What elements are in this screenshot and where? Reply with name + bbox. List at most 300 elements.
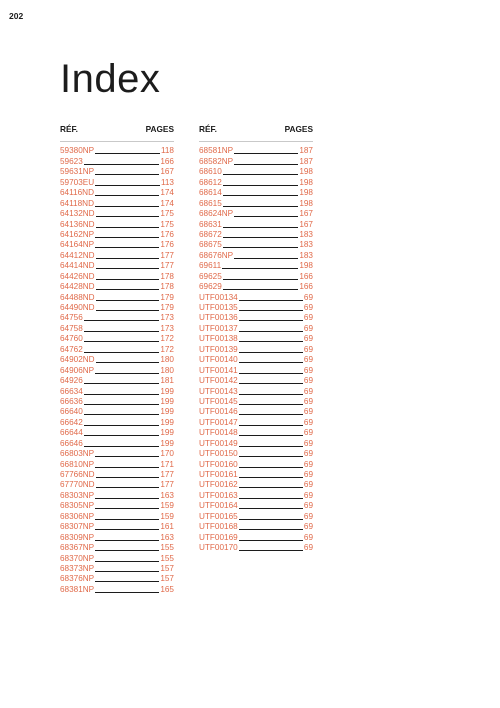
entry-ref: 64758 bbox=[60, 323, 83, 333]
dot-leader bbox=[96, 258, 160, 259]
entry-page: 69 bbox=[303, 303, 313, 312]
entry-page: 171 bbox=[160, 459, 174, 469]
index-column-right bbox=[199, 124, 313, 553]
entry-page: 174 bbox=[160, 198, 174, 208]
entry-page: 176 bbox=[160, 229, 174, 239]
entry-ref: UTF00141 bbox=[199, 365, 238, 375]
dot-leader bbox=[96, 310, 160, 311]
entry-page: 175 bbox=[160, 219, 174, 229]
index-entry bbox=[60, 584, 174, 594]
column-header bbox=[199, 124, 313, 135]
entry-page: 155 bbox=[160, 543, 174, 553]
entry-page: 69 bbox=[303, 376, 313, 386]
dot-leader bbox=[84, 435, 160, 436]
entry-page: 187 bbox=[299, 146, 313, 156]
entry-page: 69 bbox=[303, 407, 313, 417]
index-entry bbox=[199, 271, 313, 281]
index-entry bbox=[199, 177, 313, 187]
index-entry bbox=[199, 282, 313, 292]
dot-leader bbox=[84, 446, 160, 447]
index-entry bbox=[60, 386, 174, 396]
dot-leader bbox=[95, 373, 159, 374]
entry-page: 69 bbox=[303, 490, 313, 500]
dot-leader bbox=[223, 174, 299, 175]
entry-ref: UTF00138 bbox=[199, 334, 238, 344]
dot-leader bbox=[95, 561, 159, 562]
dot-leader bbox=[239, 508, 303, 509]
entry-page: 159 bbox=[160, 501, 174, 511]
entry-page: 187 bbox=[299, 156, 313, 166]
dot-leader bbox=[95, 237, 159, 238]
entry-ref: UTF00136 bbox=[199, 313, 238, 323]
index-entry bbox=[60, 501, 174, 511]
index-entry bbox=[60, 365, 174, 375]
index-entry bbox=[60, 543, 174, 553]
entry-ref: 68367NP bbox=[60, 543, 95, 553]
index-entry bbox=[199, 532, 313, 542]
dot-leader bbox=[95, 206, 159, 207]
index-entry bbox=[199, 240, 313, 250]
dot-leader bbox=[239, 540, 303, 541]
column-header bbox=[60, 124, 174, 135]
entry-ref: 64488ND bbox=[60, 292, 95, 302]
dot-leader bbox=[84, 383, 160, 384]
entry-page: 163 bbox=[160, 532, 174, 542]
entry-page: 170 bbox=[160, 449, 174, 459]
dot-leader bbox=[223, 237, 299, 238]
dot-leader bbox=[95, 540, 159, 541]
entry-page: 178 bbox=[160, 282, 174, 292]
entry-page: 172 bbox=[160, 334, 174, 344]
dot-leader bbox=[84, 394, 160, 395]
entry-page: 183 bbox=[299, 250, 313, 260]
entry-page: 172 bbox=[160, 344, 174, 354]
entry-page: 199 bbox=[160, 396, 174, 406]
dot-leader bbox=[239, 414, 303, 415]
entry-ref: 64428ND bbox=[60, 282, 95, 292]
entry-page: 69 bbox=[303, 355, 313, 365]
index-entry bbox=[60, 188, 174, 198]
index-entry bbox=[60, 303, 174, 313]
index-entry bbox=[199, 303, 313, 313]
dot-leader bbox=[96, 227, 160, 228]
page-title: Index bbox=[60, 56, 161, 101]
dot-leader bbox=[239, 341, 303, 342]
index-entry bbox=[199, 397, 313, 407]
entry-page: 69 bbox=[303, 323, 313, 333]
dot-leader bbox=[239, 425, 303, 426]
index-entry bbox=[199, 334, 313, 344]
entry-ref: 68672 bbox=[199, 229, 222, 239]
entry-page: 155 bbox=[160, 553, 174, 563]
entry-page: 69 bbox=[303, 438, 313, 448]
entry-ref: 68610 bbox=[199, 167, 222, 177]
entry-page: 161 bbox=[160, 522, 174, 532]
index-entry bbox=[199, 365, 313, 375]
dot-leader bbox=[239, 310, 303, 311]
index-entry bbox=[199, 376, 313, 386]
entry-ref: 64426ND bbox=[60, 271, 95, 281]
dot-leader bbox=[239, 446, 303, 447]
entry-ref: 66644 bbox=[60, 428, 83, 438]
dot-leader bbox=[239, 487, 303, 488]
dot-leader bbox=[96, 300, 160, 301]
index-entry bbox=[60, 553, 174, 563]
entry-page: 69 bbox=[303, 428, 313, 438]
header-divider bbox=[199, 141, 313, 142]
dot-leader bbox=[95, 174, 159, 175]
entry-ref: UTF00137 bbox=[199, 323, 238, 333]
dot-leader bbox=[84, 425, 160, 426]
index-entry bbox=[199, 438, 313, 448]
index-entry bbox=[199, 543, 313, 553]
entry-page: 69 bbox=[303, 292, 313, 302]
dot-leader bbox=[223, 279, 299, 280]
index-entry bbox=[60, 490, 174, 500]
dot-leader bbox=[95, 498, 159, 499]
entry-page: 174 bbox=[160, 188, 174, 198]
entry-ref: 66646 bbox=[60, 438, 83, 448]
index-entry bbox=[60, 261, 174, 271]
index-entry bbox=[60, 209, 174, 219]
entry-ref: 68631 bbox=[199, 219, 222, 229]
dot-leader bbox=[239, 394, 303, 395]
entry-ref: 67766ND bbox=[60, 470, 95, 479]
entry-ref: UTF00148 bbox=[199, 428, 238, 438]
dot-leader bbox=[223, 185, 299, 186]
dot-leader bbox=[234, 258, 298, 259]
entry-ref: UTF00143 bbox=[199, 386, 238, 396]
index-entry bbox=[60, 376, 174, 386]
index-entry bbox=[60, 334, 174, 344]
entry-ref: 59631NP bbox=[60, 167, 95, 177]
entry-page: 173 bbox=[160, 313, 174, 323]
index-entry bbox=[60, 532, 174, 542]
page-number: 202 bbox=[9, 11, 24, 21]
entry-ref: 69629 bbox=[199, 282, 222, 292]
index-entry bbox=[199, 344, 313, 354]
index-entry bbox=[199, 459, 313, 469]
dot-leader bbox=[95, 195, 159, 196]
index-entry bbox=[60, 292, 174, 302]
entry-ref: 64132ND bbox=[60, 209, 95, 219]
entry-ref: 69625 bbox=[199, 271, 222, 281]
dot-leader bbox=[239, 383, 303, 384]
entry-ref: 68309NP bbox=[60, 532, 95, 542]
index-entry bbox=[60, 282, 174, 292]
entry-ref: 68612 bbox=[199, 177, 222, 187]
entry-page: 69 bbox=[303, 532, 313, 542]
entry-ref: UTF00161 bbox=[199, 470, 238, 479]
index-entry bbox=[60, 407, 174, 417]
entry-ref: 68614 bbox=[199, 188, 222, 198]
entry-page: 183 bbox=[299, 229, 313, 239]
entry-page: 69 bbox=[303, 480, 313, 490]
entry-page: 69 bbox=[303, 511, 313, 521]
entry-page: 69 bbox=[303, 459, 313, 469]
entry-ref: UTF00164 bbox=[199, 501, 238, 511]
entry-page: 113 bbox=[160, 177, 174, 187]
entry-ref: UTF00169 bbox=[199, 532, 238, 542]
dot-leader bbox=[239, 300, 303, 301]
entry-ref: 68307NP bbox=[60, 522, 95, 532]
entry-ref: UTF00142 bbox=[199, 376, 238, 386]
index-entry bbox=[199, 261, 313, 271]
index-entry bbox=[199, 449, 313, 459]
entry-ref: UTF00134 bbox=[199, 292, 238, 302]
index-entry bbox=[60, 344, 174, 354]
entry-page: 69 bbox=[303, 365, 313, 375]
entry-ref: 68303NP bbox=[60, 490, 95, 500]
dot-leader bbox=[96, 279, 160, 280]
entry-ref: 68582NP bbox=[199, 156, 234, 166]
dot-leader bbox=[223, 195, 299, 196]
entry-ref: 66803NP bbox=[60, 449, 95, 459]
entry-ref: UTF00162 bbox=[199, 480, 238, 490]
index-entry bbox=[60, 449, 174, 459]
entry-ref: UTF00140 bbox=[199, 355, 238, 365]
index-entry bbox=[199, 188, 313, 198]
dot-leader bbox=[96, 268, 160, 269]
dot-leader bbox=[234, 164, 298, 165]
index-entry bbox=[60, 511, 174, 521]
entry-page: 166 bbox=[299, 271, 313, 281]
dot-leader bbox=[95, 571, 159, 572]
index-entry bbox=[60, 240, 174, 250]
index-entry bbox=[199, 428, 313, 438]
dot-leader bbox=[223, 206, 299, 207]
entry-ref: UTF00145 bbox=[199, 396, 238, 406]
dot-leader bbox=[84, 331, 160, 332]
index-entry bbox=[60, 219, 174, 229]
entry-page: 178 bbox=[160, 271, 174, 281]
dot-leader bbox=[239, 529, 303, 530]
entry-ref: 68376NP bbox=[60, 574, 95, 584]
entry-ref: UTF00149 bbox=[199, 438, 238, 448]
entry-page: 198 bbox=[299, 177, 313, 187]
entry-ref: UTF00170 bbox=[199, 543, 238, 553]
entry-ref: 68306NP bbox=[60, 511, 95, 521]
dot-leader bbox=[96, 289, 160, 290]
index-entry bbox=[199, 250, 313, 260]
index-entry bbox=[199, 511, 313, 521]
entry-page: 183 bbox=[299, 240, 313, 250]
entry-ref: 66636 bbox=[60, 396, 83, 406]
dot-leader bbox=[96, 487, 160, 488]
entry-ref: 67770ND bbox=[60, 480, 95, 490]
index-entry bbox=[60, 522, 174, 532]
entry-page: 198 bbox=[299, 261, 313, 271]
dot-leader bbox=[95, 467, 159, 468]
entry-page: 69 bbox=[303, 396, 313, 406]
entry-ref: 59703EU bbox=[60, 177, 95, 187]
dot-leader bbox=[239, 352, 303, 353]
entry-ref: UTF00147 bbox=[199, 417, 238, 427]
dot-leader bbox=[95, 550, 159, 551]
entry-page: 199 bbox=[160, 428, 174, 438]
entry-ref: 66634 bbox=[60, 386, 83, 396]
index-entry bbox=[199, 501, 313, 511]
dot-leader bbox=[95, 153, 160, 154]
entry-ref: 68615 bbox=[199, 198, 222, 208]
entry-page: 167 bbox=[299, 209, 313, 219]
index-entry bbox=[199, 407, 313, 417]
index-entry bbox=[60, 574, 174, 584]
index-entry bbox=[199, 386, 313, 396]
entry-ref: UTF00165 bbox=[199, 511, 238, 521]
index-entry bbox=[199, 313, 313, 323]
index-entry bbox=[199, 355, 313, 365]
entry-ref: 59380NP bbox=[60, 146, 95, 156]
entry-ref: UTF00146 bbox=[199, 407, 238, 417]
entry-ref: 59623 bbox=[60, 156, 83, 166]
index-entry bbox=[199, 198, 313, 208]
index-entry bbox=[60, 250, 174, 260]
entry-ref: 68370NP bbox=[60, 553, 95, 563]
dot-leader bbox=[239, 477, 303, 478]
entry-page: 198 bbox=[299, 198, 313, 208]
dot-leader bbox=[95, 592, 159, 593]
dot-leader bbox=[223, 289, 299, 290]
entry-page: 173 bbox=[160, 323, 174, 333]
entry-page: 176 bbox=[160, 240, 174, 250]
entry-page: 166 bbox=[299, 282, 313, 292]
index-entry bbox=[199, 156, 313, 166]
entry-page: 167 bbox=[299, 219, 313, 229]
dot-leader bbox=[96, 216, 160, 217]
entry-page: 198 bbox=[299, 167, 313, 177]
dot-leader bbox=[223, 227, 299, 228]
index-entry bbox=[199, 230, 313, 240]
entry-ref: 66810NP bbox=[60, 459, 95, 469]
entry-ref: 64118ND bbox=[60, 198, 94, 208]
entry-page: 166 bbox=[160, 156, 174, 166]
dot-leader bbox=[239, 320, 303, 321]
entry-page: 177 bbox=[160, 250, 174, 260]
index-entry bbox=[60, 271, 174, 281]
entry-ref: 64756 bbox=[60, 313, 83, 323]
entry-page: 198 bbox=[299, 188, 313, 198]
index-entry bbox=[60, 438, 174, 448]
entry-ref: 68373NP bbox=[60, 563, 95, 573]
entry-ref: 68675 bbox=[199, 240, 222, 250]
index-entry bbox=[60, 177, 174, 187]
entry-page: 165 bbox=[160, 584, 174, 594]
entry-page: 69 bbox=[303, 313, 313, 323]
entry-ref: 64164NP bbox=[60, 240, 95, 250]
entry-page: 199 bbox=[160, 407, 174, 417]
dot-leader bbox=[95, 185, 160, 186]
index-entry bbox=[199, 323, 313, 333]
dot-leader bbox=[84, 164, 160, 165]
index-entry bbox=[199, 522, 313, 532]
entry-ref: 64490ND bbox=[60, 303, 95, 312]
index-entries bbox=[199, 146, 313, 553]
ref-header: RÉF. bbox=[199, 124, 217, 134]
dot-leader bbox=[223, 247, 299, 248]
entry-ref: 66642 bbox=[60, 417, 83, 427]
index-entry bbox=[199, 167, 313, 177]
index-entry bbox=[199, 219, 313, 229]
entry-page: 69 bbox=[303, 417, 313, 427]
entry-ref: 64116ND bbox=[60, 188, 94, 198]
entry-page: 157 bbox=[160, 574, 174, 584]
entry-ref: 64760 bbox=[60, 334, 83, 344]
dot-leader bbox=[234, 216, 298, 217]
entry-page: 163 bbox=[160, 490, 174, 500]
index-entry bbox=[60, 323, 174, 333]
entry-page: 69 bbox=[303, 344, 313, 354]
dot-leader bbox=[96, 477, 160, 478]
index-entry bbox=[199, 209, 313, 219]
entry-ref: 64162NP bbox=[60, 229, 95, 239]
entry-page: 180 bbox=[160, 355, 174, 365]
entry-page: 199 bbox=[160, 438, 174, 448]
dot-leader bbox=[95, 581, 159, 582]
dot-leader bbox=[95, 529, 159, 530]
index-entry bbox=[199, 490, 313, 500]
entry-page: 159 bbox=[160, 511, 174, 521]
entry-ref: 64414ND bbox=[60, 261, 95, 271]
index-entry bbox=[60, 459, 174, 469]
dot-leader bbox=[95, 247, 159, 248]
pages-header: PAGES bbox=[145, 124, 174, 134]
dot-leader bbox=[95, 519, 159, 520]
index-entry bbox=[60, 355, 174, 365]
entry-page: 199 bbox=[160, 417, 174, 427]
entry-ref: 64136ND bbox=[60, 219, 95, 229]
dot-leader bbox=[239, 362, 303, 363]
ref-header: RÉF. bbox=[60, 124, 78, 134]
entry-ref: 64906NP bbox=[60, 365, 95, 375]
entry-ref: 64902ND bbox=[60, 355, 95, 365]
entry-ref: 68381NP bbox=[60, 584, 95, 594]
entry-ref: 68624NP bbox=[199, 209, 234, 219]
entry-page: 69 bbox=[303, 386, 313, 396]
entry-page: 181 bbox=[160, 376, 174, 386]
index-entry bbox=[60, 167, 174, 177]
entry-page: 69 bbox=[303, 449, 313, 459]
dot-leader bbox=[234, 153, 298, 154]
entry-ref: UTF00163 bbox=[199, 490, 238, 500]
entry-ref: 68305NP bbox=[60, 501, 95, 511]
entry-ref: 64926 bbox=[60, 376, 83, 386]
index-entry bbox=[60, 470, 174, 480]
dot-leader bbox=[95, 508, 159, 509]
index-column-left bbox=[60, 124, 174, 595]
index-entry bbox=[60, 146, 174, 156]
dot-leader bbox=[239, 331, 303, 332]
entry-ref: 66640 bbox=[60, 407, 83, 417]
dot-leader bbox=[84, 414, 160, 415]
index-entries bbox=[60, 146, 174, 595]
dot-leader bbox=[239, 404, 303, 405]
entry-page: 69 bbox=[303, 334, 313, 344]
entry-ref: UTF00168 bbox=[199, 522, 238, 532]
dot-leader bbox=[239, 456, 303, 457]
entry-page: 69 bbox=[303, 543, 313, 553]
entry-page: 180 bbox=[160, 365, 174, 375]
index-entry bbox=[60, 156, 174, 166]
entry-page: 118 bbox=[160, 146, 174, 156]
entry-ref: UTF00135 bbox=[199, 303, 238, 312]
entry-page: 177 bbox=[160, 261, 174, 271]
index-entry bbox=[60, 564, 174, 574]
index-entry bbox=[60, 313, 174, 323]
entry-ref: UTF00139 bbox=[199, 344, 238, 354]
index-entry bbox=[199, 470, 313, 480]
index-entry bbox=[199, 146, 313, 156]
